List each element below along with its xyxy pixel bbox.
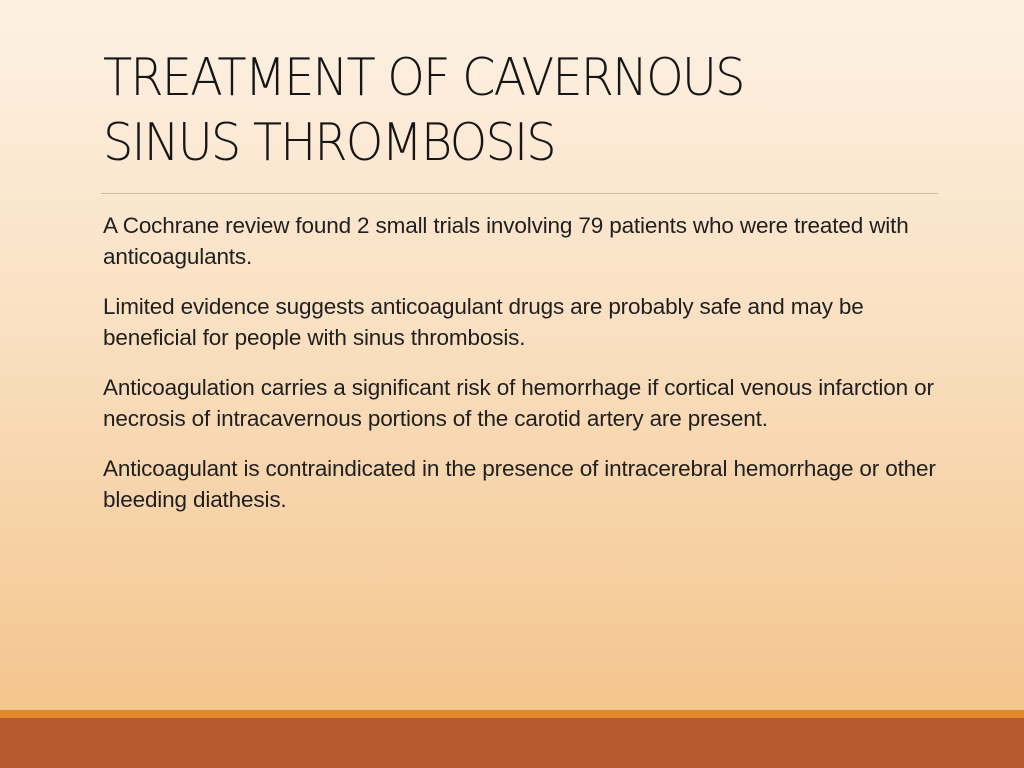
- footer-bar: [0, 718, 1024, 768]
- body-paragraph: Limited evidence suggests anticoagulant drugs are probably safe and may be beneficial for people with sinus thrombosis.: [103, 294, 864, 350]
- slide-title: [103, 46, 894, 176]
- body-paragraph: Anticoagulation carries a significant risk of hemorrhage if cortical venous infarction or necrosis of intracavernous portions of the carotid artery are present.: [103, 375, 934, 431]
- slide-body: [103, 210, 953, 534]
- body-paragraph: A Cochrane review found 2 small trials involving 79 patients who were treated with anticoagulants.: [103, 213, 909, 269]
- title-divider: [101, 193, 938, 194]
- slide-title-line: SINUS THROMBOSIS: [103, 113, 555, 173]
- body-paragraph: Anticoagulant is contraindicated in the presence of intracerebral hemorrhage or other bleeding diathesis.: [103, 456, 936, 512]
- footer-accent-stripe: [0, 710, 1024, 718]
- slide-title-line: TREATMENT OF CAVERNOUS: [103, 48, 744, 108]
